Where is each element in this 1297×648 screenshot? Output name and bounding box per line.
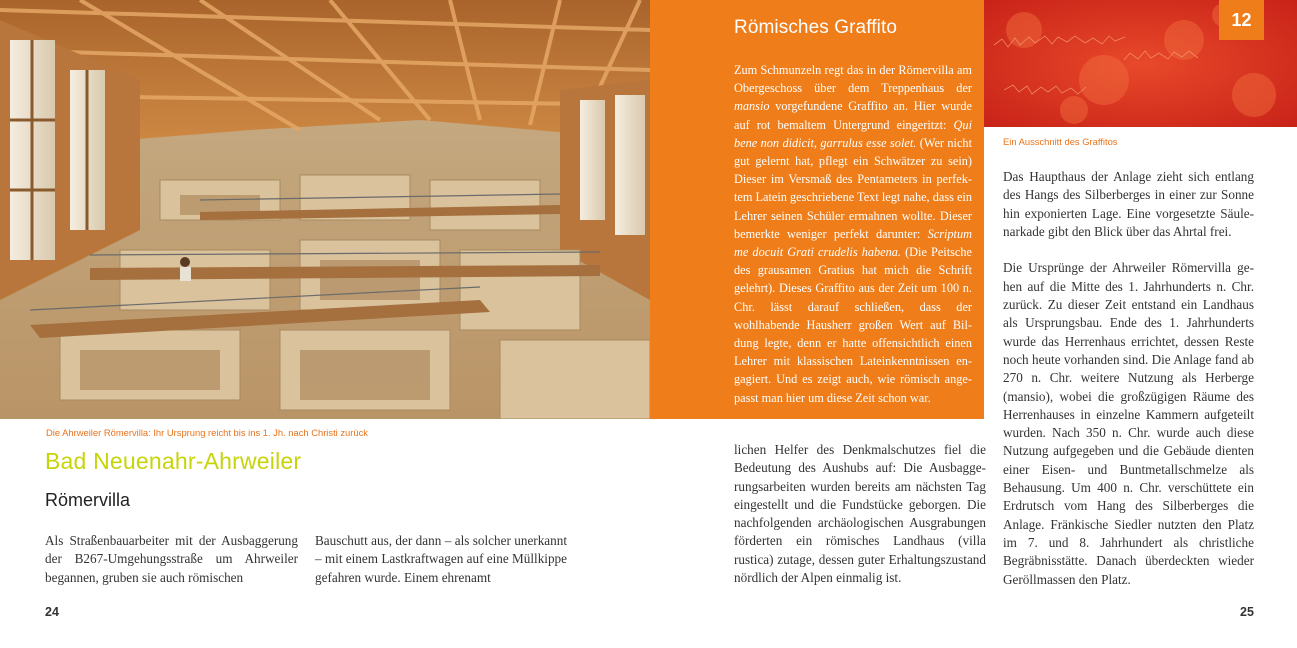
excavation-hall-photo [0, 0, 650, 419]
body-column-1: Als Straßenbauarbeiter mit der Ausbaggerung der B267-Umgehungsstraße um Ahrweiler begannen, gruben sie auch römischen [45, 533, 298, 585]
sidebar-text-part: vorgefundene Graffito an. Hier wurde auf rot bemaltem Untergrund eingeritzt: [734, 99, 972, 132]
body-column-3: lichen Helfer des Denkmalschutzes fiel die Bedeutung des Aushubs auf: Die Ausbaggerungsarbeiten wurden bereits am nächsten Tag eingestellt und die Fundstücke geborgen. Die nachfolgenden archäologischen Ausgrabungen förderten ein römisches Landhaus (villa rustica) zutage, dessen guter Erhaltungszustand nördlich der Alpen einmalig ist. [734, 442, 986, 586]
graffito-sidebar [650, 0, 984, 419]
sidebar-text-italic: Scriptum me docuit Grati crudelis habena. [734, 226, 972, 260]
body-paragraph: Das Haupthaus der Anlage zieht sich entlang des Hangs des Silberberges in einer zur Sonne hin exponierten Lage. Eine vorgesetzte Säulenarkade gibt den Blick über das Ahrtal frei. [1003, 169, 1254, 239]
sidebar-text-italic: Qui bene non didicit, garrulus esse solet. [734, 117, 972, 150]
sidebar-text-italic: mansio [734, 99, 770, 114]
body-paragraph: Die Ursprünge der Ahrweiler Römervilla gehen auf die Mitte des 1. Jahrhunderts n. Chr. zurück. Zu dieser Zeit entstand ein Landhaus als Ursprungsbau. Ende des 1. Jahrhunderts wurde das Herrenhaus errichtet, dessen Reste noch heute vorhanden sind. Die Anlage fand ab 270 n. Chr. weitere Nutzung als Herberge (mansio), wobei die großzügigen Räume des Herrenhauses in einzelne Kammern aufgeteilt wurden. Nach 350 n. Chr. wurde auch diese Nutzung aufgegeben und die Gebäude dienten einer Eisen- und Buntmetallschmelze als Behausung. Um 400 n. Chr. verschüttete ein Erdrutsch vom Hang des Silberberges die Anlage. Fränkische Siedler nutzten den Platz im 7. und 8. Jahrhundert als christliche Begräbnisstätte. Danach überdeckten wieder Geröllmassen den Platz. [1003, 260, 1254, 587]
article-title: Bad Neuenahr-Ahrweiler [45, 448, 302, 474]
page-number-right: 25 [1240, 605, 1254, 619]
sidebar-text-part: Zum Schmunzeln regt das in der Römervilla am Obergeschoss über dem Treppenhaus der [734, 63, 972, 96]
body-column-4 [1003, 168, 1254, 607]
page-number-badge: 12 [1219, 0, 1264, 40]
photo-caption: Die Ahrweiler Römervilla: Ihr Ursprung reicht bis ins 1. Jh. nach Christi zurück [46, 427, 368, 438]
excavation-photo-illustration [0, 0, 650, 419]
page-number-left: 24 [45, 605, 59, 619]
sidebar-title: Römisches Graffito [734, 17, 898, 38]
sidebar-text [734, 61, 972, 407]
sidebar-text-part: (Wer nicht gut gelernt hat, pflegt ein Schwätzer zu sein) Dieser im Versmaß des Pentameters in perfektem Latein geschriebene Text legt nahe, dass ein Lehrer seinen Schüler ermahnen wollte. Dieser bemerkte weniger perfekt darunter: [734, 135, 972, 241]
sidebar-text-part: (Die Peitsche des grausamen Gratius hat mich die Schrift gelehrt). Dieses Graffito aus der Zeit um 100 n. Chr. lässt darauf schließen, dass der wohlhabende Hausherr großen Wert auf Bildung legte, denn er hatte offensichtlich einen Lehrer mit klassischen Lateinkenntnissen engagiert. Und es zeigt auch, wie römisch angepasst man hier um diese Zeit schon war. [734, 245, 972, 405]
graffito-caption: Ein Ausschnitt des Graffitos [1003, 136, 1118, 147]
body-column-2: Bauschutt aus, der dann – als solcher unerkannt – mit einem Lastkraftwagen auf eine Müllkippe gefahren wurde. Einem ehrenamt [315, 533, 567, 585]
article-subtitle: Römervilla [45, 490, 131, 510]
